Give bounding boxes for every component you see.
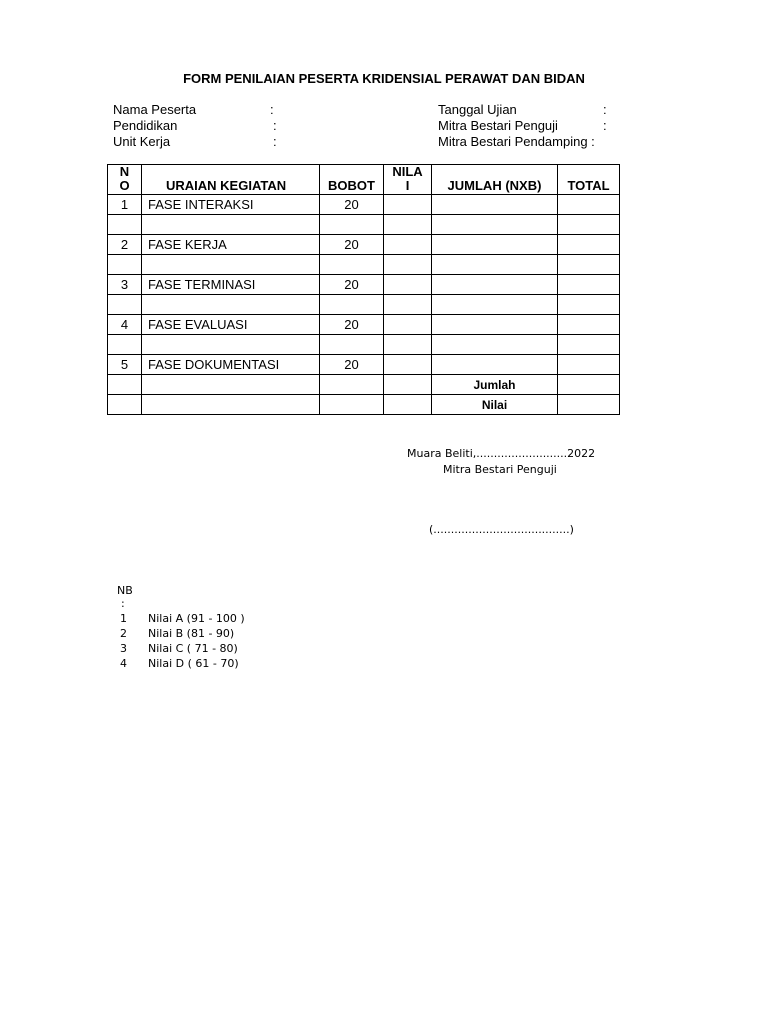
total-cell[interactable] xyxy=(558,315,620,335)
table-row-blank xyxy=(108,335,620,355)
summary-row-nilai xyxy=(108,395,620,415)
nb-label: NB xyxy=(117,584,133,597)
signature-place-date: Muara Beliti,..........................2022 xyxy=(407,447,596,460)
summary-jumlah-value[interactable] xyxy=(558,375,620,395)
label-mitra-bestari-penguji: Mitra Bestari Penguji xyxy=(438,118,558,133)
colon: : xyxy=(273,118,277,133)
jumlah-cell[interactable] xyxy=(432,355,558,375)
row-uraian: FASE DOKUMENTASI xyxy=(142,355,320,375)
summary-jumlah-label: Jumlah xyxy=(432,375,558,395)
nilai-cell[interactable] xyxy=(384,275,432,295)
row-bobot: 20 xyxy=(320,235,384,255)
row-uraian: FASE KERJA xyxy=(142,235,320,255)
total-cell[interactable] xyxy=(558,195,620,215)
header-bobot: BOBOT xyxy=(320,165,384,195)
label-nama-peserta: Nama Peserta xyxy=(113,102,197,117)
table-row xyxy=(108,275,620,295)
label-mitra-bestari-pendamping: Mitra Bestari Pendamping : xyxy=(438,134,595,149)
summary-row-jumlah xyxy=(108,375,620,395)
colon: : xyxy=(603,118,607,133)
nb-colon: : xyxy=(121,597,125,610)
table-row xyxy=(108,235,620,255)
nilai-cell[interactable] xyxy=(384,195,432,215)
jumlah-cell[interactable] xyxy=(432,275,558,295)
header-no: N O xyxy=(108,165,142,195)
row-bobot: 20 xyxy=(320,275,384,295)
row-bobot: 20 xyxy=(320,315,384,335)
total-cell[interactable] xyxy=(558,355,620,375)
nb-item-text: Nilai B (81 - 90) xyxy=(148,627,235,640)
signature-name-line: (.......................................) xyxy=(429,523,574,536)
nilai-cell[interactable] xyxy=(384,355,432,375)
header-total: TOTAL xyxy=(558,165,620,195)
nb-item-text: Nilai D ( 61 - 70) xyxy=(148,657,239,670)
jumlah-cell[interactable] xyxy=(432,195,558,215)
row-no: 5 xyxy=(108,355,142,375)
table-header-row xyxy=(108,165,620,195)
label-unit-kerja: Unit Kerja xyxy=(113,134,171,149)
nb-item-text: Nilai A (91 - 100 ) xyxy=(148,612,245,625)
table-row-blank xyxy=(108,295,620,315)
table-row xyxy=(108,195,620,215)
nb-item-no: 3 xyxy=(120,642,127,655)
row-uraian: FASE EVALUASI xyxy=(142,315,320,335)
label-pendidikan: Pendidikan xyxy=(113,118,178,133)
form-title: FORM PENILAIAN PESERTA KRIDENSIAL PERAWAT DAN BIDAN xyxy=(183,71,585,86)
row-uraian: FASE INTERAKSI xyxy=(142,195,320,215)
row-no: 3 xyxy=(108,275,142,295)
assessment-table xyxy=(107,164,620,415)
table-row xyxy=(108,355,620,375)
row-bobot: 20 xyxy=(320,355,384,375)
row-no: 4 xyxy=(108,315,142,335)
header-nilai: NILA I xyxy=(384,165,432,195)
label-tanggal-ujian: Tanggal Ujian xyxy=(438,102,517,117)
row-uraian: FASE TERMINASI xyxy=(142,275,320,295)
nb-item-text: Nilai C ( 71 - 80) xyxy=(148,642,238,655)
colon: : xyxy=(270,102,274,117)
nb-item-no: 2 xyxy=(120,627,127,640)
table-row-blank xyxy=(108,255,620,275)
row-no: 1 xyxy=(108,195,142,215)
total-cell[interactable] xyxy=(558,235,620,255)
colon: : xyxy=(273,134,277,149)
row-no: 2 xyxy=(108,235,142,255)
total-cell[interactable] xyxy=(558,275,620,295)
nilai-cell[interactable] xyxy=(384,315,432,335)
jumlah-cell[interactable] xyxy=(432,235,558,255)
table-row xyxy=(108,315,620,335)
table-row-blank xyxy=(108,215,620,235)
signature-role: Mitra Bestari Penguji xyxy=(443,463,557,476)
row-bobot: 20 xyxy=(320,195,384,215)
jumlah-cell[interactable] xyxy=(432,315,558,335)
summary-nilai-label: Nilai xyxy=(432,395,558,415)
colon: : xyxy=(603,102,607,117)
summary-nilai-value[interactable] xyxy=(558,395,620,415)
header-jumlah: JUMLAH (NXB) xyxy=(432,165,558,195)
nb-item-no: 1 xyxy=(120,612,127,625)
header-uraian: URAIAN KEGIATAN xyxy=(142,165,320,195)
nilai-cell[interactable] xyxy=(384,235,432,255)
nb-item-no: 4 xyxy=(120,657,127,670)
